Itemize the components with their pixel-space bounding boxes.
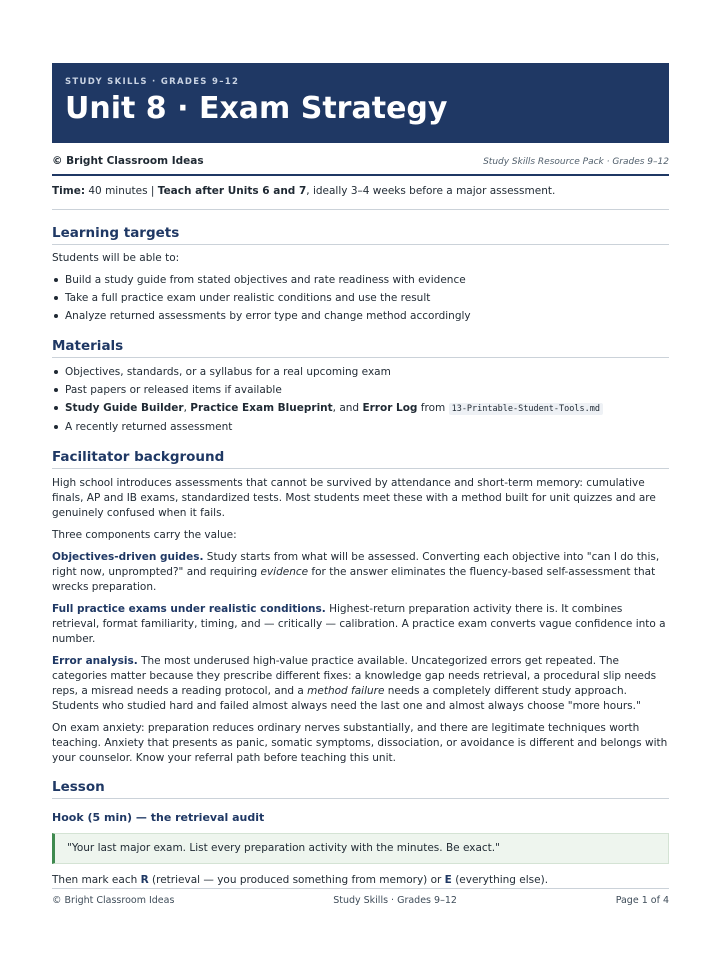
paragraph-text: Study starts from what will be assessed. Converting each objective into "can I do this, right now, unprompted?" and requiring [52,551,660,578]
marking-instruction [52,873,669,888]
page-footer [52,888,669,906]
objectives-paragraph [52,550,669,595]
teach-after-label: Teach after Units 6 and 7 [157,185,307,197]
teach-after-value: , ideally 3–4 weeks before a major assessment. [306,185,556,197]
from-text: from [417,402,449,414]
separator: , [183,402,191,414]
file-reference: 13-Printable-Student-Tools.md [449,403,603,415]
paragraph-text: The most underused high-value practice available. Uncategorized errors get repeated. The categories matter because they prescribe different fixes: a knowledge gap needs retrieval, a procedural slip needs reps, a misread needs a reading protocol, and a [52,655,657,697]
hook-subheading: Hook (5 min) — the retrieval audit [52,811,265,824]
timing-line [52,185,669,210]
byline [52,155,669,176]
emphasis-text: method failure [307,685,385,697]
background-paragraph: High school introduces assessments that cannot be survived by attendance and short-term memory: cumulative finals, AP and IB exams, standardized tests. Most students meet these with a method built for unit quizzes and are genuinely confused when it fails. [52,477,656,519]
paragraph-lead: Full practice exams under realistic conditions. [52,603,326,615]
tool-study-guide-builder: Study Guide Builder [65,402,184,414]
prompt-callout: "Your last major exam. List every preparation activity with the minutes. Be exact." [52,833,669,864]
lesson-heading: Lesson [52,779,669,799]
list-item: Analyze returned assessments by error type and change method accordingly [52,307,669,325]
list-item [52,399,669,418]
targets-lead: Students will be able to: [52,252,180,264]
practice-exam-paragraph [52,602,669,647]
footer-series: Study Skills · Grades 9–12 [333,895,457,906]
instruction-text: (everything else). [451,874,549,886]
list-item: Take a full practice exam under realistic conditions and use the result [52,289,669,307]
exam-anxiety-paragraph: On exam anxiety: preparation reduces ordinary nerves substantially, and there are legitimate techniques worth teaching. Anxiety that presents as panic, somatic symptoms, dissociation, or avoidance is different and belongs with your counselor. Know your referral path before teaching this unit. [52,722,668,764]
time-value: 40 minutes | [85,185,158,197]
list-item: Build a study guide from stated objectives and rate readiness with evidence [52,271,669,289]
emphasis-text: evidence [260,566,309,578]
brand-credit: © Bright Classroom Ideas [52,155,204,167]
error-analysis-paragraph [52,654,669,714]
tool-practice-exam-blueprint: Practice Exam Blueprint [190,402,333,414]
retrieval-code: R [140,874,149,886]
time-label: Time: [52,185,86,197]
title-banner [52,63,669,143]
page-number: Page 1 of 4 [615,895,669,906]
list-item: Past papers or released items if available [52,381,669,399]
instruction-text: (retrieval — you produced something from memory) or [148,874,445,886]
background-paragraph: Three components carry the value: [52,529,237,541]
facilitator-background-heading: Facilitator background [52,449,669,469]
learning-targets-heading: Learning targets [52,225,669,245]
paragraph-text: for the answer eliminates the fluency-based self-assessment that wrecks preparation. [52,566,656,593]
paragraph-lead: Objectives-driven guides. [52,551,204,563]
banner-kicker: STUDY SKILLS · GRADES 9–12 [65,77,240,87]
list-item: Objectives, standards, or a syllabus for a real upcoming exam [52,363,669,381]
separator: , and [332,402,363,414]
resource-pack-label: Study Skills Resource Pack · Grades 9–12 [483,157,669,167]
footer-credit: © Bright Classroom Ideas [52,895,175,906]
page-title: Unit 8 · Exam Strategy [65,91,448,126]
document-page [52,63,669,888]
paragraph-text: needs a completely different study approach. Students who studied hard and failed almost always need the last one and almost always choose "more hours." [52,685,641,712]
materials-heading: Materials [52,338,669,358]
materials-list [52,363,669,436]
list-item: A recently returned assessment [52,418,669,436]
instruction-text: Then mark each [52,874,141,886]
targets-list [52,271,669,325]
tool-error-log: Error Log [362,402,418,414]
paragraph-text: Highest-return preparation activity there is. It combines retrieval, format familiarity, timing, and — critically — calibration. A practice exam converts vague confidence into a number. [52,603,666,645]
else-code: E [444,874,452,886]
paragraph-lead: Error analysis. [52,655,138,667]
